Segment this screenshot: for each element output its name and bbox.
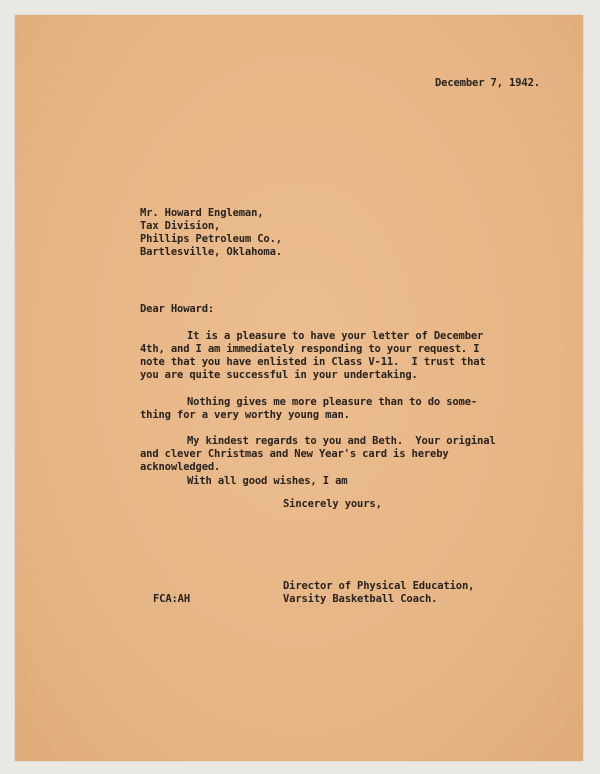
signature-title-line-2: Varsity Basketball Coach.	[283, 593, 438, 605]
paragraph1-line-4: you are quite successful in your undertaking.	[140, 369, 418, 381]
signature-title-line-1: Director of Physical Education,	[283, 580, 475, 592]
closing: Sincerely yours,	[283, 498, 382, 510]
paragraph2-line-1: Nothing gives me more pleasure than to do some-	[187, 396, 478, 408]
recipient-line-4: Bartlesville, Oklahoma.	[140, 246, 282, 258]
paragraph3-line-1: My kindest regards to you and Beth. Your original	[187, 435, 496, 447]
recipient-line-1: Mr. Howard Engleman,	[140, 207, 264, 219]
paragraph1-line-3: note that you have enlisted in Class V-11. I trust that	[140, 356, 486, 368]
paragraph1-line-2: 4th, and I am immediately responding to your request. I	[140, 343, 480, 355]
letter-page	[15, 15, 583, 761]
paragraph1-line-1: It is a pleasure to have your letter of December	[187, 330, 484, 342]
paragraph2-line-2: thing for a very worthy young man.	[140, 409, 350, 421]
paragraph3-line-2: and clever Christmas and New Year's card is hereby	[140, 448, 449, 460]
letter-date: December 7, 1942.	[435, 77, 540, 89]
recipient-line-3: Phillips Petroleum Co.,	[140, 233, 282, 245]
salutation: Dear Howard:	[140, 303, 215, 315]
paragraph4: With all good wishes, I am	[187, 475, 348, 487]
paragraph3-line-3: acknowledged.	[140, 461, 221, 473]
reference-initials: FCA:AH	[153, 593, 191, 605]
recipient-line-2: Tax Division,	[140, 220, 221, 232]
